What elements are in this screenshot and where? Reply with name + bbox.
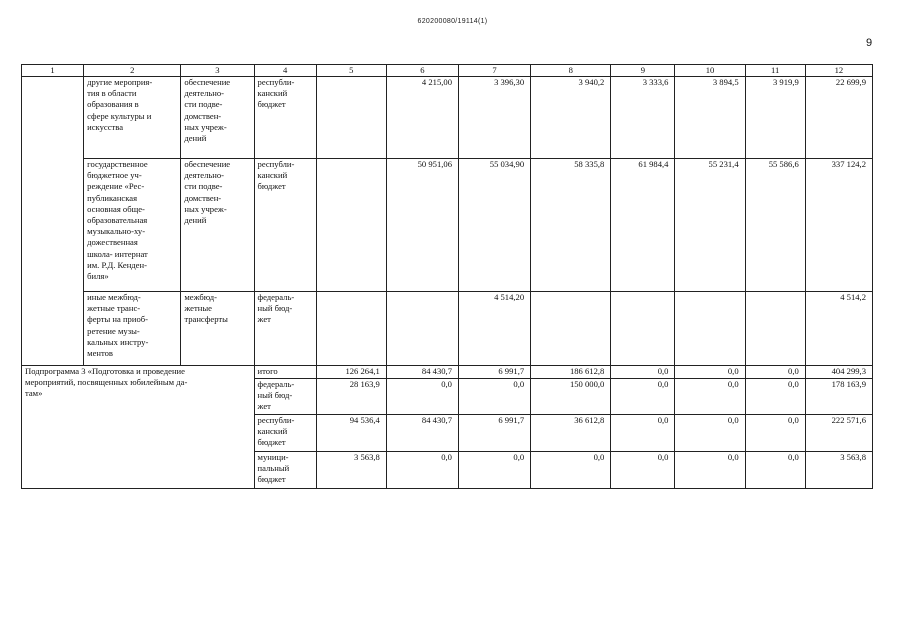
value-cell: 126 264,1 [316, 366, 386, 379]
value-cell [386, 292, 458, 366]
value-cell: 222 571,6 [805, 415, 872, 452]
value-cell: 36 612,8 [531, 415, 611, 452]
funding-source-cell: федераль- ный бюд- жет [254, 292, 316, 366]
value-cell: 337 124,2 [805, 159, 872, 292]
value-cell: 3 563,8 [805, 452, 872, 489]
value-cell: 3 333,6 [611, 77, 675, 159]
value-cell: 0,0 [675, 415, 745, 452]
value-cell: 0,0 [745, 379, 805, 415]
value-cell: 84 430,7 [386, 366, 458, 379]
value-cell: 94 536,4 [316, 415, 386, 452]
value-cell: 3 563,8 [316, 452, 386, 489]
value-cell: 3 940,2 [531, 77, 611, 159]
funding-source-cell: республи- канский бюджет [254, 159, 316, 292]
column-header: 12 [805, 65, 872, 77]
value-cell: 3 396,30 [458, 77, 530, 159]
funding-source-cell: итого [254, 366, 316, 379]
table-row [22, 159, 873, 292]
value-cell: 150 000,0 [531, 379, 611, 415]
value-cell: 0,0 [745, 415, 805, 452]
value-cell: 0,0 [611, 452, 675, 489]
value-cell: 0,0 [386, 379, 458, 415]
value-cell: 55 586,6 [745, 159, 805, 292]
value-cell: 6 991,7 [458, 366, 530, 379]
column-header: 7 [458, 65, 530, 77]
activity-cell: другие мероприя- тия в области образования в сфере культуры и искусства [84, 77, 181, 159]
value-cell: 22 699,9 [805, 77, 872, 159]
column-header: 3 [181, 65, 254, 77]
value-cell: 178 163,9 [805, 379, 872, 415]
column-header: 4 [254, 65, 316, 77]
funding-source-cell: республи- канский бюджет [254, 77, 316, 159]
value-cell [531, 292, 611, 366]
value-cell: 3 919,9 [745, 77, 805, 159]
value-cell: 0,0 [611, 366, 675, 379]
table-row [22, 292, 873, 366]
value-cell [745, 292, 805, 366]
value-cell: 61 984,4 [611, 159, 675, 292]
value-cell: 0,0 [675, 452, 745, 489]
column-header: 11 [745, 65, 805, 77]
value-cell: 50 951,06 [386, 159, 458, 292]
column-header: 5 [316, 65, 386, 77]
table-row [22, 77, 873, 159]
column-header: 1 [22, 65, 84, 77]
purpose-cell: обеспечение деятельно- сти подве- домствен- ных учреж- дений [181, 159, 254, 292]
value-cell: 4 514,2 [805, 292, 872, 366]
value-cell [316, 292, 386, 366]
value-cell [675, 292, 745, 366]
value-cell: 0,0 [611, 379, 675, 415]
funding-source-cell: республи- канский бюджет [254, 415, 316, 452]
col1-cell [22, 77, 84, 159]
column-header: 2 [84, 65, 181, 77]
value-cell: 404 299,3 [805, 366, 872, 379]
value-cell: 0,0 [531, 452, 611, 489]
page-number: 9 [866, 37, 873, 49]
subprogram-title: Подпрограмма 3 «Подготовка и проведение мероприятий, посвященных юбилейным да- там» [22, 366, 255, 489]
col1-cell [22, 292, 84, 366]
subprogram-row [22, 366, 873, 379]
value-cell: 0,0 [675, 366, 745, 379]
activity-cell: иные межбюд- жетные транс- ферты на приоб- ретение музы- кальных инстру- ментов [84, 292, 181, 366]
value-cell: 186 612,8 [531, 366, 611, 379]
value-cell [316, 159, 386, 292]
value-cell: 0,0 [745, 452, 805, 489]
document-id: 620200080/19114(1) [417, 18, 488, 25]
column-header: 6 [386, 65, 458, 77]
value-cell: 0,0 [611, 415, 675, 452]
column-header: 10 [675, 65, 745, 77]
col1-cell [22, 159, 84, 292]
budget-table [21, 64, 873, 489]
value-cell [316, 77, 386, 159]
value-cell: 0,0 [675, 379, 745, 415]
value-cell: 28 163,9 [316, 379, 386, 415]
value-cell: 3 894,5 [675, 77, 745, 159]
value-cell: 4 215,00 [386, 77, 458, 159]
value-cell: 6 991,7 [458, 415, 530, 452]
value-cell: 4 514,20 [458, 292, 530, 366]
value-cell: 84 430,7 [386, 415, 458, 452]
value-cell [611, 292, 675, 366]
value-cell: 0,0 [745, 366, 805, 379]
activity-cell: государственное бюджетное уч- реждение «Рес- публиканская основная обще- образовательная музыкально-ху- дожественная школа- интернат им. Р.Д. Кенден- биля» [84, 159, 181, 292]
funding-source-cell: муници- пальный бюджет [254, 452, 316, 489]
column-header: 8 [531, 65, 611, 77]
value-cell: 0,0 [458, 452, 530, 489]
purpose-cell: обеспечение деятельно- сти подве- домствен- ных учреж- дений [181, 77, 254, 159]
column-header: 9 [611, 65, 675, 77]
header-row [22, 65, 873, 77]
value-cell: 0,0 [458, 379, 530, 415]
value-cell: 0,0 [386, 452, 458, 489]
value-cell: 55 034,90 [458, 159, 530, 292]
purpose-cell: межбюд- жетные трансферты [181, 292, 254, 366]
value-cell: 55 231,4 [675, 159, 745, 292]
value-cell: 58 335,8 [531, 159, 611, 292]
funding-source-cell: федераль- ный бюд- жет [254, 379, 316, 415]
